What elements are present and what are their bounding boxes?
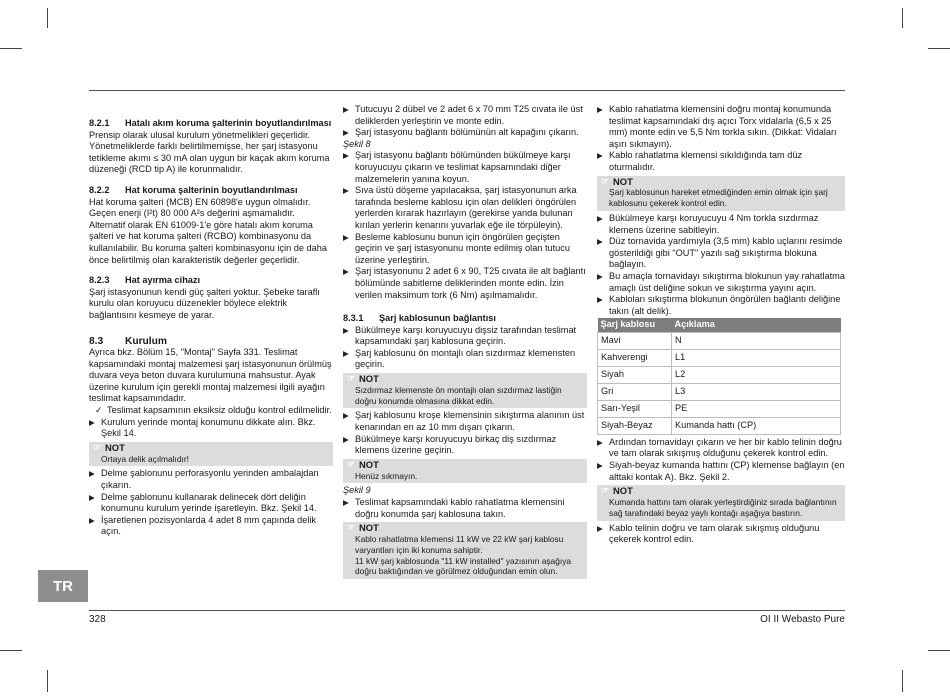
- list-item: ▶ Bükülmeye karşı koruyucuyu 4 Nm torkla sızdırmaz klemens üzerine sabitleyin.: [597, 213, 845, 236]
- footer-title: OI II Webasto Pure: [760, 614, 845, 625]
- note-box: [597, 176, 845, 211]
- list-item: ▶ Bükülmeye karşı koruyucuyu birkaç diş sızdırmaz klemens üzerine geçirin.: [343, 434, 587, 457]
- table-cell: L3: [672, 383, 841, 400]
- crop-mark: [902, 8, 903, 28]
- list-item: ▶ Bükülmeye karşı koruyucuyu dişsiz tarafından teslimat kapsamındaki şarj kablosuna geçirin.: [343, 325, 587, 348]
- note-text: 11 kW şarj kablosunda "11 kW installed" yazısının aşağıya doğru baktığından ve görülmez olduğundan emin olun.: [355, 555, 572, 577]
- list-item: ▶ Kablo telinin doğru ve tam olarak sıkışmış olduğunu çekerek kontrol edin.: [597, 523, 845, 546]
- footer-rule: [89, 610, 845, 611]
- paragraph: Hat koruma şalteri (MCB) EN 60898'e uygun olmalıdır. Geçen enerji (I²t) 80 000 A²s değerini aşmamalıdır. Alternatif olarak EN 61009-1'e göre hatalı akım koruma şalteri ve hat koruma şalteri (RCBO) kombinasyonu da kullanılabilir. Bu koruma şalteri kombinasyonu için de daha önce belirtilmiş olan karakteristik değerler geçerlidir.: [89, 196, 327, 265]
- table-cell: Kahverengi: [598, 349, 672, 366]
- list-item: ▶ Şarj kablosunu kroşe klemensinin sıkıştırma alanının üst kenarından en az 10 mm dışarı çıkarın.: [343, 410, 587, 433]
- table-cell: N: [672, 332, 841, 349]
- note-text: Kablo rahatlatma klemensi 11 kW ve 22 kW şarj kablosu varyantları için iki konuma sahiptir.: [355, 534, 564, 555]
- table-cell: Sarı-Yeşil: [598, 400, 672, 417]
- column-1: [89, 118, 333, 538]
- crop-mark: [0, 48, 22, 49]
- list-item: ▶ Şarj kablosunu ön montajlı olan sızdırmaz klemensten geçirin.: [343, 348, 587, 371]
- crop-mark: [47, 8, 48, 28]
- list-item: ▶ Kablo rahatlatma klemensi sıkıldığında tam düz oturmalıdır.: [597, 150, 845, 173]
- table-row: [598, 366, 841, 383]
- list-item: ▶ Tutucuyu 2 dübel ve 2 adet 6 x 70 mm T25 cıvata ile üst deliklerden yerleştirin ve monte edin.: [343, 104, 587, 127]
- table-row: [598, 349, 841, 366]
- list-item: ▶ Teslimat kapsamındaki kablo rahatlatma klemensini doğru konumda şarj kablosuna takın.: [343, 497, 587, 520]
- table-cell: L1: [672, 349, 841, 366]
- list-item: ▶ Besleme kablosunu bunun için öngörülen geçişten geçirin ve şarj istasyonunu monte edilmiş olan tutucu üzerine yerleştirin.: [343, 232, 587, 267]
- language-tab: TR: [38, 570, 88, 602]
- table-row: [598, 383, 841, 400]
- note-text: Şarj kablosunun hareket etmediğinden emin olmak için şarj kablosunu çekerek kontrol edin.: [609, 187, 828, 209]
- list-item: ▶ Şarj istasyonu bağlantı bölümünden bükülmeye karşı koruyucuyu çıkarın ve teslimat kapsamındaki diğer malzemelerin yanına koyun.: [343, 150, 587, 185]
- note-box: [597, 485, 845, 520]
- list-item: ▶ Bu amaçla tornavidayı sıkıştırma blokunun yay rahatlatma amaçlı üst deliğine sokun ve sıkıştırma yayını açın.: [597, 271, 845, 294]
- figure-reference: Şekil 9: [343, 485, 371, 496]
- note-heading: ☞ NOT: [601, 177, 841, 188]
- note-box: [343, 373, 587, 408]
- note-box: [343, 522, 587, 579]
- column-3: [597, 104, 845, 546]
- section-heading-8-2-3: 8.2.3 Hat ayırma cihazı: [89, 275, 201, 286]
- crop-mark: [928, 48, 950, 49]
- checklist-item: ✓ Teslimat kapsamının eksiksiz olduğu kontrol edilmelidir.: [95, 405, 333, 417]
- crop-mark: [0, 650, 22, 651]
- list-item: ▶ Siyah-beyaz kumanda hattını (CP) klemense bağlayın (en alttaki kontak A). Bkz. Şekil 2.: [597, 460, 845, 483]
- note-heading: ☞ NOT: [347, 460, 583, 471]
- list-item: ▶ Kabloları sıkıştırma blokunun öngörülen bağlantı deliğine takın (alt delik).: [597, 294, 845, 317]
- section-heading-8-3-1: 8.3.1 Şarj kablosunun bağlantısı: [343, 313, 496, 324]
- crop-mark: [902, 670, 903, 692]
- note-text: Ortaya delik açılmalıdır!: [101, 453, 189, 464]
- paragraph: Ayrıca bkz. Bölüm 15, "Montaj" Sayfa 331. Teslimat kapsamındaki montaj malzemesi şarj istasyonunun örülmüş duvara veya beton duvara kurulumuna mahsustur. Ayak üzerine kurulum için gerekli montaj malzemesi ilgili ayağın teslimat kapsamındadır.: [89, 347, 332, 404]
- table-header: Şarj kablosu: [598, 318, 672, 332]
- note-box: [89, 442, 333, 467]
- note-text: Sızdırmaz klemenste ön montajlı olan sızdırmaz lastiğin doğru konumda olmasına dikkat edin.: [355, 384, 562, 406]
- table-cell: PE: [672, 400, 841, 417]
- table-header: Açıklama: [672, 318, 841, 332]
- table-cell: Kumanda hattı (CP): [672, 417, 841, 434]
- note-text: Henüz sıkmayın.: [355, 470, 418, 481]
- note-heading: ☞ NOT: [93, 443, 329, 454]
- list-item: ▶ Ardından tornavidayı çıkarın ve her bir kablo telinin doğru ve tam olarak sıkışmış olduğunu çekerek kontrol edin.: [597, 437, 845, 460]
- crop-mark: [928, 650, 950, 651]
- figure-reference: Şekil 8: [343, 138, 371, 149]
- table-row: [598, 332, 841, 349]
- header-rule: [89, 90, 845, 91]
- note-box: [343, 459, 587, 484]
- section-heading-8-2-2: 8.2.2 Hat koruma şalterinin boyutlandırılması: [89, 184, 298, 195]
- list-item: ▶ Şarj istasyonunu 2 adet 6 x 90, T25 cıvata ile alt bağlantı bölümünde sabitleme deliklerinden monte edin. İzin verilen maksimum tork (6 Nm) aşılmamalıdır.: [343, 266, 587, 301]
- column-2: [343, 104, 587, 581]
- paragraph: Şarj istasyonunun kendi güç şalteri yoktur. Şebeke taraflı kurulu olan koruyucu düzenekler böylece elektrik bağlantısını kesmeye de yarar.: [89, 286, 320, 320]
- table-cell: Gri: [598, 383, 672, 400]
- note-text: Kumanda hattını tam olarak yerleştirdiğiniz sırada bağlantının sağ tarafındaki beyaz yaylı kontağı aşağıya bastırın.: [609, 497, 837, 518]
- list-item: ▶ Düz tornavida yardımıyla (3,5 mm) kablo uçlarını resimde gösterildiği gibi "OUT" yazılı sağ sıkıştırma blokuna bağlayın.: [597, 236, 845, 271]
- table-row: [598, 417, 841, 434]
- table-cell: Mavi: [598, 332, 672, 349]
- list-item: ▶ Delme şablonunu kullanarak delinecek dört deliğin konumunu kurulum yerinde işaretleyin. Bkz. Şekil 14.: [89, 492, 333, 515]
- table-cell: L2: [672, 366, 841, 383]
- list-item: ▶ Sıva üstü döşeme yapılacaksa, şarj istasyonunun arka tarafında besleme kablosu için olan delikleri öngörülen yerlerden kırarak hazırlayın (gerekirse yanda bulunan kırılan yerlerin kenarını yuvarlak eğe ile törpüleyin).: [343, 185, 587, 231]
- section-heading-8-3: 8.3 Kurulum: [89, 335, 167, 347]
- table-cell: Siyah: [598, 366, 672, 383]
- cable-table: [597, 318, 841, 435]
- section-heading-8-2-1: 8.2.1 Hatalı akım koruma şalterinin boyutlandırılması: [89, 118, 332, 128]
- note-heading: ☞ NOT: [601, 486, 841, 497]
- note-heading: ☞ NOT: [347, 374, 583, 385]
- list-item: ▶ Kurulum yerinde montaj konumunu dikkate alın. Bkz. Şekil 14.: [89, 417, 333, 440]
- list-item: ▶ Kablo rahatlatma klemensini doğru montaj konumunda teslimat kapsamındaki dış açıcı Torx vidalarla (6,5 x 25 mm) monte edin ve 5,5 Nm torkla sıkın. (Dikkat: Vidaları aşırı sıkmayın).: [597, 104, 845, 150]
- page-number: 328: [89, 614, 106, 625]
- table-cell: Siyah-Beyaz: [598, 417, 672, 434]
- crop-mark: [47, 670, 48, 692]
- list-item: ▶ Delme şablonunu perforasyonlu yerinden ambalajdan çıkarın.: [89, 468, 333, 491]
- list-item: ▶ İşaretlenen pozisyonlarda 4 adet 8 mm çapında delik açın.: [89, 515, 333, 538]
- note-heading: ☞ NOT: [347, 523, 583, 534]
- table-row: [598, 400, 841, 417]
- list-item: ▶ Şarj istasyonu bağlantı bölümünün alt kapağını çıkarın.: [343, 127, 587, 139]
- table-header-row: [598, 318, 841, 332]
- paragraph: Prensip olarak ulusal kurulum yönetmelikleri geçerlidir. Yönetmeliklerde farklı belirtilmemişse, her şarj istasyonu tetikleme akımı ≤ 30 mA olan uygun bir kaçak akım koruma düzeneği (RCD tip A) ile korunmalıdır.: [89, 129, 330, 175]
